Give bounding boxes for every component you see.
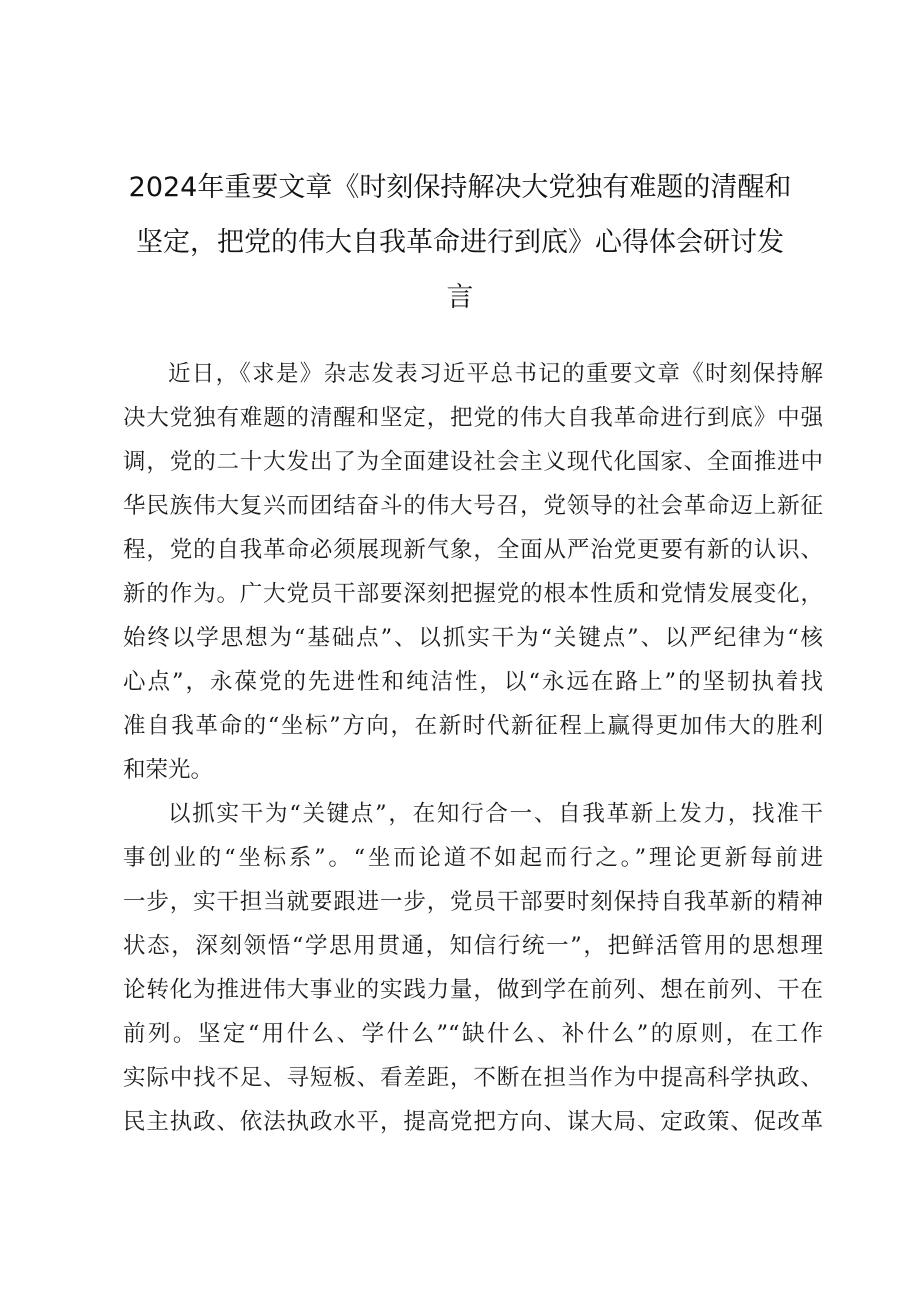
text-line: 一步，实干担当就要跟进一步，党员干部要时刻保持自我革新的精神 [123, 889, 823, 915]
text-line: 状态，深刻领悟“学思用贯通，知信行统一”，把鲜活管用的思想理 [123, 933, 823, 959]
text-line: 以抓实干为“关键点”，在知行合一、自我革新上发力，找准干 [168, 801, 823, 827]
paragraph [123, 792, 823, 1144]
text-line: 近日，《求是》杂志发表习近平总书记的重要文章《时刻保持解 [168, 361, 823, 387]
text-line: 新的作为。广大党员干部要深刻把握党的根本性质和党情发展变化， [123, 581, 823, 607]
paragraph [123, 352, 823, 792]
title-line: 2024年重要文章《时刻保持解决大党独有难题的清醒和 [128, 172, 792, 203]
title-line: 言 [446, 282, 474, 313]
text-line: 实际中找不足、寻短板、看差距，不断在担当作为中提高科学执政、 [123, 1065, 823, 1091]
text-line: 华民族伟大复兴而团结奋斗的伟大号召，党领导的社会革命迈上新征 [123, 493, 823, 519]
text-line: 前列。坚定“用什么、学什么”“缺什么、补什么”的原则，在工作 [123, 1021, 823, 1047]
text-line: 始终以学思想为“基础点”、以抓实干为“关键点”、以严纪律为“核 [123, 625, 823, 651]
text-line: 和荣光。 [123, 757, 214, 783]
text-line: 决大党独有难题的清醒和坚定，把党的伟大自我革命进行到底》中强 [123, 405, 823, 431]
text-line: 民主执政、依法执政水平，提高党把方向、谋大局、定政策、促改革 [123, 1109, 823, 1135]
document-body [123, 352, 823, 1144]
text-line: 程，党的自我革命必须展现新气象，全面从严治党更要有新的认识、 [123, 537, 823, 563]
text-line: 论转化为推进伟大事业的实践力量，做到学在前列、想在前列、干在 [123, 977, 823, 1003]
text-line: 心点”，永葆党的先进性和纯洁性，以“永远在路上”的坚韧执着找 [123, 669, 823, 695]
text-line: 事创业的“坐标系”。“坐而论道不如起而行之。”理论更新每前进 [123, 845, 823, 871]
title-line: 坚定，把党的伟大自我革命进行到底》心得体会研讨发 [136, 227, 784, 258]
text-line: 调，党的二十大发出了为全面建设社会主义现代化国家、全面推进中 [123, 449, 823, 475]
text-line: 准自我革命的“坐标”方向，在新时代新征程上赢得更加伟大的胜利 [123, 713, 823, 739]
document-title [120, 160, 800, 325]
